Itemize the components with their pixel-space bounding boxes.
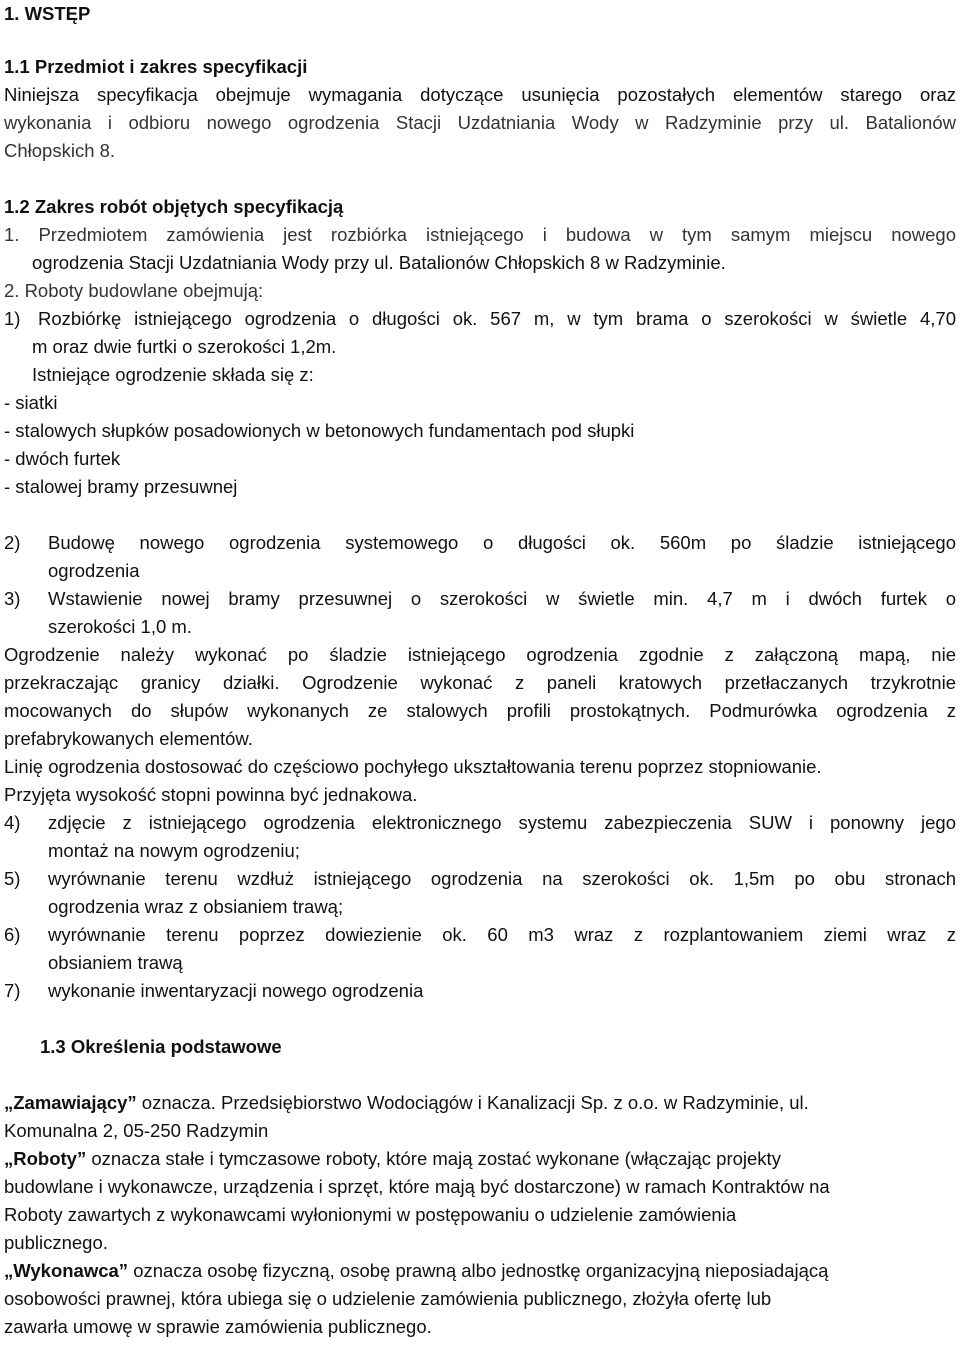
definition-line: publicznego. [4,1232,108,1253]
definition-term: „Wykonawca” [4,1260,129,1281]
list-number: 3) [4,588,21,609]
paragraph-line: Niniejsza specyfikacja obejmuje wymagania dotyczące usunięcia pozostałych elementów starego oraz [4,84,956,105]
subsection-heading-1-3: 1.3 Określenia podstawowe [40,1036,282,1057]
list-number: 2) [4,532,21,553]
list-item-line: Budowę nowego ogrodzenia systemowego o długości ok. 560m po śladzie istniejącego [48,532,956,553]
existing-fence-item: - dwóch furtek [4,448,121,469]
definition-zamawiajacy [4,1089,956,1117]
existing-fence-intro: Istniejące ogrodzenie składa się z: [32,364,314,385]
paragraph-line: Linię ogrodzenia dostosować do częściowo pochyłego ukształtowania terenu poprzez stopniowanie. [4,756,822,777]
paragraph-line: 2. Roboty budowlane obejmują: [4,280,264,301]
paragraph-line: Ogrodzenie należy wykonać po śladzie istniejącego ogrodzenia zgodnie z załączoną mapą, nie [4,644,956,665]
list-number: 5) [4,868,21,889]
section-heading: 1. WSTĘP [4,3,91,24]
list-item-line: m oraz dwie furtki o szerokości 1,2m. [32,336,337,357]
definition-line: Komunalna 2, 05-250 Radzymin [4,1120,269,1141]
existing-fence-item: - stalowej bramy przesuwnej [4,476,238,497]
list-number: 1) [4,308,21,329]
paragraph-line: Chłopskich 8. [4,140,116,161]
definition-wykonawca [4,1257,956,1285]
list-item-line: wykonanie inwentaryzacji nowego ogrodzenia [48,980,424,1001]
list-item-line: ogrodzenia [48,560,140,581]
list-item-line: szerokości 1,0 m. [48,616,192,637]
paragraph-line: 1. Przedmiotem zamówienia jest rozbiórka istniejącego i budowa w tym samym miejscu nowego [4,224,956,245]
list-item-line: montaż na nowym ogrodzeniu; [48,840,300,861]
existing-fence-item: - stalowych słupków posadowionych w betonowych fundamentach pod słupki [4,420,635,441]
paragraph-line: przekraczając granicy działki. Ogrodzenie wykonać z paneli kratowych przetłaczanych trzykrotnie [4,672,956,693]
definition-term: „Zamawiający” [4,1092,137,1113]
paragraph-line: mocowanych do słupów wykonanych ze stalowych profili prostokątnych. Podmurówka ogrodzenia z [4,700,956,721]
list-item-line: Wstawienie nowej bramy przesuwnej o szerokości w świetle min. 4,7 m i dwóch furtek o [48,588,956,609]
paragraph-line: Przyjęta wysokość stopni powinna być jednakowa. [4,784,418,805]
list-item-line: Rozbiórkę istniejącego ogrodzenia o długości ok. 567 m, w tym brama o szerokości w świetle 4,70 [38,308,956,329]
list-item-line: wyrównanie terenu wzdłuż istniejącego ogrodzenia na szerokości ok. 1,5m po obu stronach [48,868,956,889]
definition-roboty [4,1145,956,1173]
paragraph-line: prefabrykowanych elementów. [4,728,253,749]
list-item-line: wyrównanie terenu poprzez dowiezienie ok. 60 m3 wraz z rozplantowaniem ziemi wraz z [48,924,956,945]
definition-line: budowlane i wykonawcze, urządzenia i sprzęt, które mają być dostarczone) w ramach Kontraktów na [4,1176,830,1197]
definition-text: oznacza. Przedsiębiorstwo Wodociągów i Kanalizacji Sp. z o.o. w Radzyminie, ul. [136,1092,809,1113]
definition-term: „Roboty” [4,1148,87,1169]
definition-line: zawarła umowę w sprawie zamówienia publicznego. [4,1316,432,1337]
list-item-line: obsianiem trawą [48,952,183,973]
existing-fence-item: - siatki [4,392,58,413]
list-number: 7) [4,980,21,1001]
list-item-line: ogrodzenia wraz z obsianiem trawą; [48,896,344,917]
definition-text: oznacza osobę fizyczną, osobę prawną albo jednostkę organizacyjną nieposiadającą [128,1260,829,1281]
subsection-heading-1-2: 1.2 Zakres robót objętych specyfikacją [4,196,344,217]
list-item-line: zdjęcie z istniejącego ogrodzenia elektronicznego systemu zabezpieczenia SUW i ponowny jego [48,812,956,833]
definition-text: oznacza stałe i tymczasowe roboty, które mają zostać wykonane (włączając projekty [86,1148,781,1169]
list-number: 4) [4,812,21,833]
list-number: 6) [4,924,21,945]
paragraph-line: wykonania i odbioru nowego ogrodzenia Stacji Uzdatniania Wody w Radzyminie przy ul. Batalionów [4,112,956,133]
definition-line: osobowości prawnej, która ubiega się o udzielenie zamówienia publicznego, złożyła ofertę lub [4,1288,772,1309]
paragraph-line: ogrodzenia Stacji Uzdatniania Wody przy ul. Batalionów Chłopskich 8 w Radzyminie. [32,252,726,273]
subsection-heading-1-1: 1.1 Przedmiot i zakres specyfikacji [4,56,308,77]
definition-line: Roboty zawartych z wykonawcami wyłonionymi w postępowaniu o udzielenie zamówienia [4,1204,737,1225]
